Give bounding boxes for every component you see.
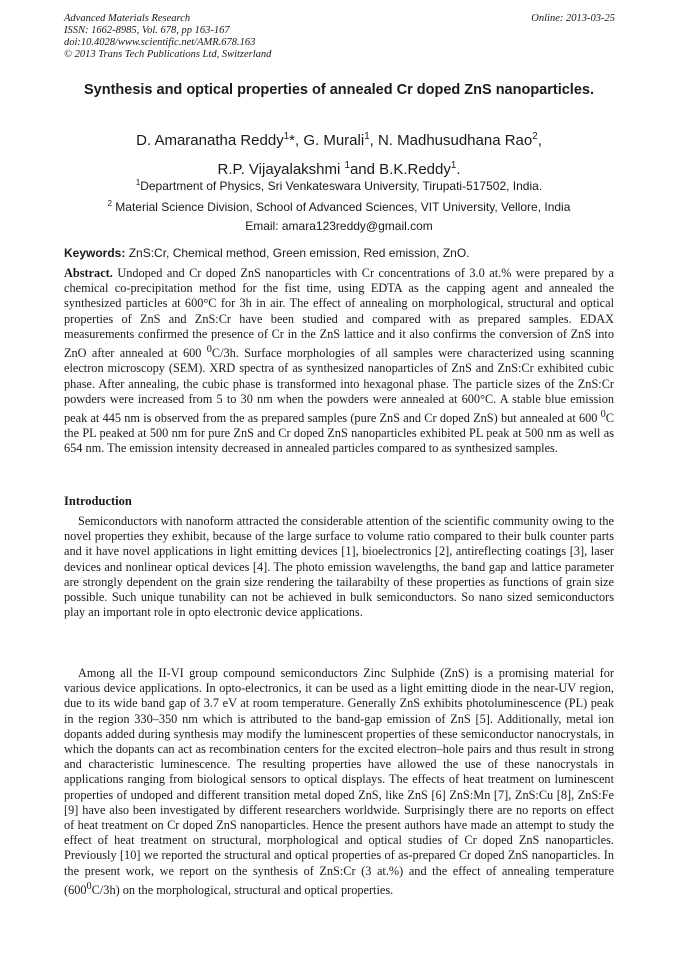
keywords-label: Keywords: <box>64 246 126 260</box>
corresponding-mark: * <box>289 132 295 149</box>
author-name: R.P. Vijayalakshmi <box>217 161 345 178</box>
issn-line: ISSN: 1662-8985, Vol. 678, pp 163-167 <box>64 25 230 36</box>
abstract-text: Undoped and Cr doped ZnS nanoparticles with Cr concentrations of 3.0 at.% were prepared by a chemical co-precipitation method for the fist time, using EDTA as the capping agent and annealed the synthesized particles at 600°C for 3h in air. The effect of annealing on morphological, structural and optical properties of ZnS and ZnS:Cr have been studied and compared with as prepared samples. EDAX measurements confirmed the presence of Cr in the ZnS lattice and it also confirms the conversion of ZnS into ZnO after annealed at 600 <box>64 266 614 361</box>
author-affiliation-sup: 1 <box>283 131 290 142</box>
author-line-1 <box>64 124 614 153</box>
affiliation-sup: 2 <box>107 199 112 208</box>
abstract <box>64 266 614 457</box>
degree-sup: 0 <box>206 344 212 356</box>
abstract-text: C the PL peaked at 500 nm for pure ZnS and Cr doped ZnS nanoparticles exhibited PL peak at 500 nm as well as 654 nm. The emission intensity decreased in annealed particles compared to as synthesized samples. <box>64 411 614 456</box>
journal-name: Advanced Materials Research <box>64 13 191 24</box>
degree-sup: 0 <box>86 880 92 892</box>
author-separator: , <box>295 132 304 149</box>
author-separator: , <box>537 132 542 149</box>
author-name: D. Amaranatha Reddy <box>136 132 284 149</box>
author-affiliation-sup: 1 <box>450 160 457 171</box>
affiliation-1 <box>64 176 614 193</box>
section-heading-introduction: Introduction <box>64 494 132 508</box>
author-affiliation-sup: 1 <box>344 160 350 171</box>
paper-title: Synthesis and optical properties of annealed Cr doped ZnS nanoparticles. <box>83 82 594 98</box>
affiliation-text: Department of Physics, Sri Venkateswara University, Tirupati-517502, India. <box>140 179 543 193</box>
abstract-text: C/3h. Surface morphologies of all samples were characterized using scanning electron microscopy (SEM). XRD spectra of as synthesized nanoparticles of ZnS and ZnS:Cr exhibited cubic phase. After annealing, the cubic phase is transformed into hexagonal phase. The particle sizes of the ZnS:Cr powders were increased from 5 to 30 nm when the powders were annealed at 600°C. A stable blue emission peak at 445 nm is observed from the as prepared samples (pure ZnS and Cr doped ZnS) but annealed at 600 <box>64 346 615 426</box>
paragraph-text: Among all the II-VI group compound semiconductors Zinc Sulphide (ZnS) is a promising material for various device applications. In opto-electronics, it can be used as a light emitting diode in the near-UV region, due to its wide band gap of 3.7 eV at room temperature. Generally ZnS exhibits photoluminescence (PL) peak in the region 330–350 nm which is attributed to the band-gap emission of ZnS [5]. Additionally, metal ion dopants added during synthesis may modify the luminescent properties of these semiconductor nanocrystals, in which the dopants can act as recombination centers for the excited electron–hole pairs and thus result in strong and characteristic luminescence. The resulting properties have allowed the use of these nanocrystals in applications ranging from biological sensors to optical displays. The effects of heat treatment on luminescent properties of undoped and different transition metal doped ZnS, like ZnS [6] ZnS:Mn [7], ZnS:Cu [8], ZnS:Fe [9] have also been investigated by different researchers worldwide. Surprisingly there are no reports on effect of heat treatment on Cr doped ZnS nanoparticles. Hence the present authors have made an attempt to study the effect of heat treatment on structural, morphological and optical studies of Cr doped ZnS nanoparticles. Previously [10] we reported the structural and optical properties of as-prepared Cr doped ZnS nanoparticles. In the present work, we report on the synthesis of ZnS:Cr (3 at.%) and the effect of annealing temperature (600 <box>64 666 614 897</box>
contact-email: Email: amara123reddy@gmail.com <box>245 219 433 233</box>
copyright-line: © 2013 Trans Tech Publications Ltd, Switzerland <box>64 49 272 60</box>
author-affiliation-sup: 2 <box>532 131 538 142</box>
intro-paragraph-1: Semiconductors with nanoform attracted the considerable attention of the scientific community owing to the novel properties they exhibit, because of the large surface to volume ratio compared to their bulk counter parts and it have novel applications in light emitting devices [1], bioelectronics [2], antireflecting coatings [3], laser devices and nonlinear optical devices [4]. The photo emission wavelengths, the band gap and lattice parameter are strongly dependent on the grain size rendering the tailarabilty of these properties as functions of grain size possible. Such unique tunability can not be achieved in bulk semiconductors. So nano sized semiconductors play an important role in opto electronic device applications. <box>64 514 614 620</box>
online-date: Online: 2013-03-25 <box>531 13 615 24</box>
author-name: G. Murali <box>303 132 365 149</box>
author-list <box>64 124 614 182</box>
degree-sup: 0 <box>600 408 606 420</box>
author-name: and B.K.Reddy <box>349 161 451 178</box>
abstract-label: Abstract. <box>64 266 113 280</box>
author-separator: . <box>456 161 461 178</box>
doi-line: doi:10.4028/www.scientific.net/AMR.678.163 <box>64 37 256 48</box>
journal-header <box>64 13 271 61</box>
intro-paragraph-2 <box>64 666 614 898</box>
affiliation-sup: 1 <box>135 178 141 187</box>
affiliation-2 <box>64 197 614 214</box>
paragraph-text: C/3h) on the morphological, structural and optical properties. <box>91 882 394 897</box>
keywords <box>64 246 616 260</box>
author-name: N. Madhusudhana Rao <box>377 132 533 149</box>
author-separator: , <box>369 132 378 149</box>
keywords-list: ZnS:Cr, Chemical method, Green emission, Red emission, ZnO. <box>125 246 470 260</box>
affiliation-text: Material Science Division, School of Advanced Sciences, VIT University, Vellore, India <box>111 200 571 214</box>
author-affiliation-sup: 1 <box>364 131 370 142</box>
